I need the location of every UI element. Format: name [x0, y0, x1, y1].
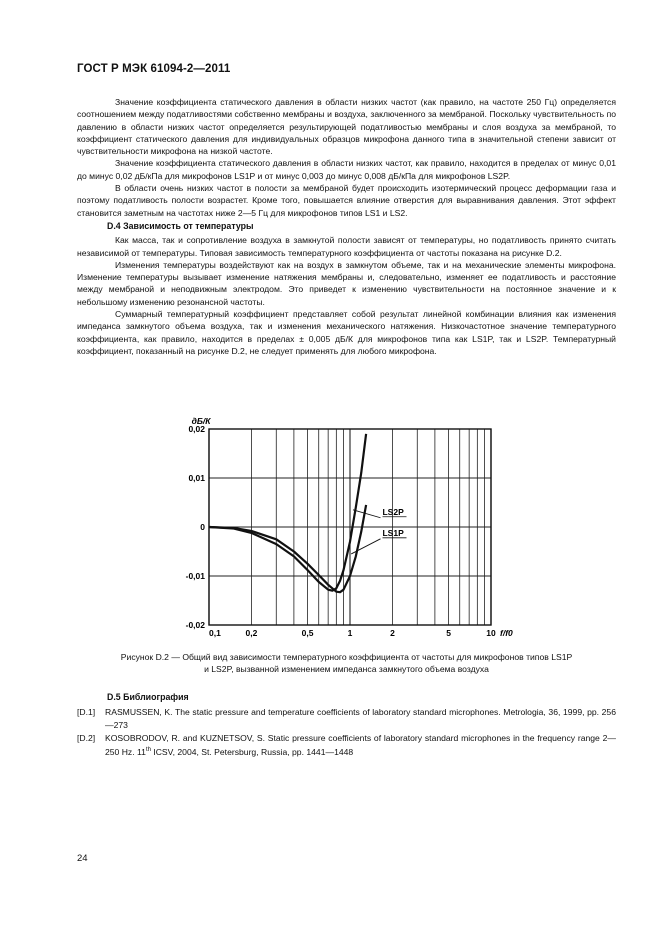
paragraph: Как масса, так и сопротивление воздуха в замкнутой полости зависят от температуры, но податливость принято считать независимой от температуры. Типовая зависимость температурного коэффициента от частоты показана на рисунке D.2.: [77, 235, 616, 258]
x-tick-label: 5: [446, 628, 451, 638]
series-label: LS2P: [382, 506, 404, 517]
reference-text: [105, 732, 616, 758]
reference-text-part: ICSV, 2004, St. Petersburg, Russia, pp. 1441—1448: [150, 747, 354, 758]
x-tick-label: 0,1: [209, 628, 221, 638]
chart-lines: [209, 434, 366, 592]
x-tick-label: 1: [347, 628, 353, 638]
x-tick-label: 0,2: [245, 628, 258, 638]
section-heading-d4: D.4 Зависимость от температуры: [107, 220, 254, 231]
paragraph: Значение коэффициента статического давления в области низких частот (как правило, на частоте 250 Гц) определяется соотношением между податливостями собственно мембраны и воздуха, заключенного за мембраной. Поскольку чувствительность по давлению в области низких частот определяется результирующей податливостью мембраны и слоя воздуха за мембраной, то коэффициент статического давления для индивидуальных образцов микрофона данного типа в значительной степени зависит от чувствительности микрофона на низкой частоте.: [77, 97, 616, 157]
series-leader-line: [351, 539, 380, 554]
reference-item: [77, 706, 616, 731]
x-tick-label: 0,5: [301, 628, 314, 638]
reference-text: RASMUSSEN, K. The static pressure and temperature coefficients of laboratory standard microphones. Metrologia, 36, 1999, pp. 256—273: [105, 707, 616, 730]
caption-line-1: Рисунок D.2 — Общий вид зависимости температурного коэффициента от частоты для микрофонов типов LS1P: [120, 652, 573, 662]
series-line-ls1p: [209, 505, 366, 592]
reference-item: [77, 732, 616, 758]
y-tick-label: 0: [200, 522, 205, 532]
chart-grid: [209, 429, 491, 625]
page-number: 24: [77, 853, 88, 864]
bibliography: [77, 691, 616, 759]
series-label: LS1P: [382, 527, 404, 538]
reference-text-part: KOSOBRODOV, R. and KUZNETSOV, S. Static pressure coefficients of laboratory standard microphones in the frequency range 2—250 Hz. 11: [105, 732, 616, 758]
series-leader-line: [353, 510, 381, 518]
caption-line-2: и LS2P, вызванной изменением импеданса замкнутого объема воздуха: [204, 664, 489, 675]
paragraph: Суммарный температурный коэффициент представляет собой результат линейной комбинации влияния как изменения импеданса замкнутого объема воздуха, так и изменения механического натяжения. Низкочастотное значение температурного коэффициента, как правило, находится в пределах ± 0,005 дБ/К для микрофонов типа как LS1P, так и LS2P. Температурный коэффициент, показанный на рисунке D.2, не следует применять для любого микрофона.: [77, 309, 616, 356]
reference-superscript: th: [145, 747, 151, 754]
body-text: [77, 96, 616, 357]
series-line-ls2p: [209, 434, 366, 591]
reference-number: [D.2]: [77, 732, 96, 743]
x-axis-label: f/f0: [500, 628, 513, 638]
figure-caption: [77, 651, 616, 676]
bibliography-heading: D.5 Библиография: [107, 692, 189, 702]
x-tick-label: 2: [390, 628, 395, 638]
page-header: ГОСТ Р МЭК 61094-2—2011: [77, 63, 231, 75]
y-tick-label: -0,01: [185, 571, 205, 581]
paragraph: Изменения температуры воздействуют как на воздух в замкнутом объеме, так и на механические элементы микрофона. Изменение температуры вызывает изменение натяжения мембраны и, следовательно, изменяет ее податливость и расстояние между мембраной и неподвижным электродом. Это приведет к изменению чувствительности на постоянное значение и к небольшому изменению резонансной частоты.: [77, 259, 616, 307]
paragraph: Значение коэффициента статического давления в области низких частот, как правило, находится в пределах от минус 0,01 до минус 0,02 дБ/кПа для микрофонов LS1P и от минус 0,003 до минус 0,008 дБ/кПа для микрофонов LS2P.: [77, 158, 616, 181]
x-tick-label: 10: [486, 628, 496, 638]
temperature-coefficient-chart: [168, 410, 513, 645]
y-axis-label: дБ/К: [191, 416, 211, 426]
y-tick-label: -0,02: [185, 620, 205, 630]
y-tick-label: 0,01: [188, 473, 205, 483]
paragraph: В области очень низких частот в полости за мембраной будет происходить изотермический процесс деформации газа и поэтому податливость полости возрастет. Кроме того, повышается влияние отверстия для выравнивания давления. Этот эффект становится заметным на частотах ниже 2—5 Гц для микрофонов типов LS1 и LS2.: [77, 183, 616, 218]
chart-ticks: [186, 424, 496, 638]
y-tick-label: 0,02: [188, 424, 205, 434]
reference-number: [D.1]: [77, 707, 96, 718]
